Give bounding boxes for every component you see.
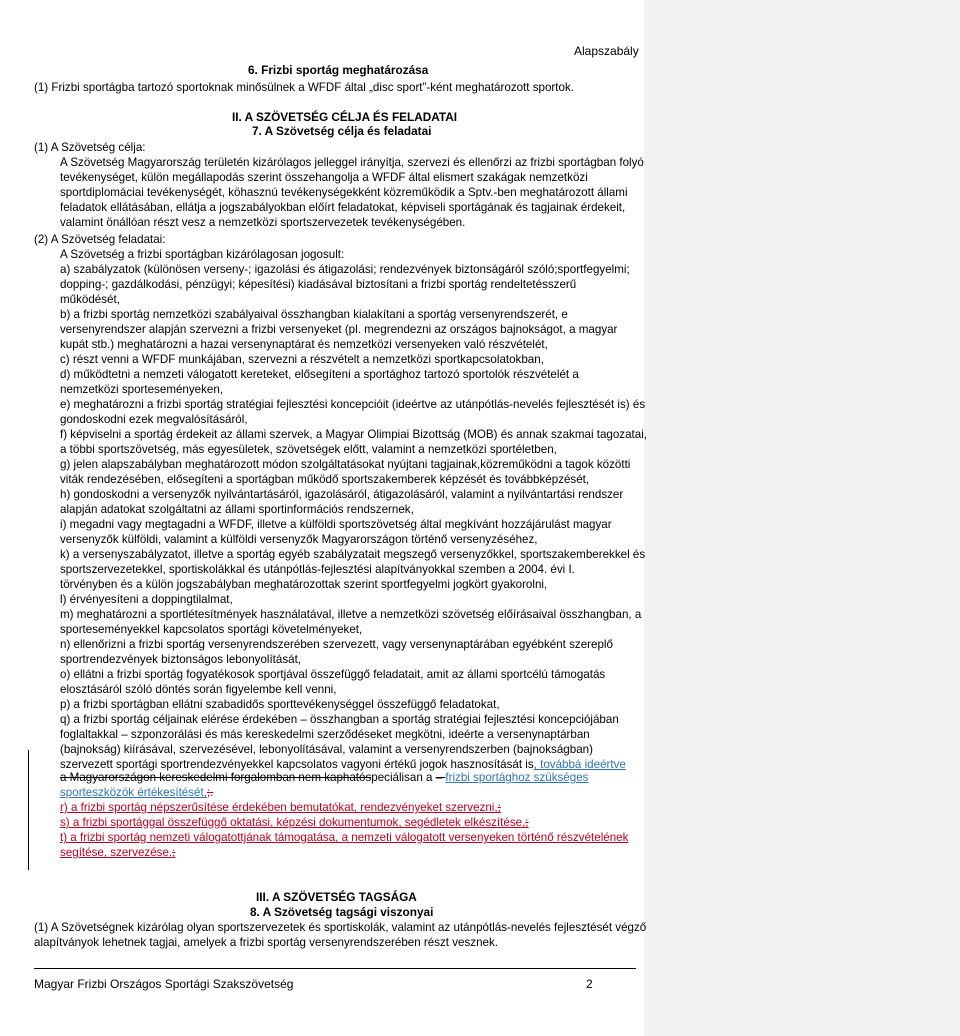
aim-label: (1) A Szövetség célja: bbox=[34, 141, 146, 154]
task-line: f) képviselni a sportág érdekeit az állami szervek, a Magyar Olimpiai Bizottság (MOB) és annak szakmai tagozatai, bbox=[60, 428, 648, 441]
section-8-title: 8. A Szövetség tagsági viszonyai bbox=[250, 905, 434, 919]
deleted-text: ;. bbox=[206, 786, 214, 799]
task-line: b) a frizbi sportág nemzetközi szabályaival összhangban kialakítani a sportág versenyrendszerét, e bbox=[60, 308, 568, 321]
task-line: versenyzők külföldi, valamint a külföldi versenyzők Magyarországon történő versenyzéséhez, bbox=[60, 533, 538, 546]
inserted-text: , továbbá ideértve bbox=[533, 758, 626, 771]
task-line: a) szabályzatok (különösen verseny-; igazolási és átigazolási; rendezvények biztonságáról szóló;sportfegyelmi; bbox=[60, 263, 630, 276]
task-line: h) gondoskodni a versenyzők nyilvántartásáról, igazolásáról, átigazolásáról, valamint a nyilvántartási rendszer bbox=[60, 488, 624, 501]
task-line: m) meghatározni a sportlétesítmények használatával, illetve a nemzetközi szövetség előírásaival összhangban, a bbox=[60, 608, 642, 621]
task-line: sportszervezetekkel, sportiskolákkal és utánpótlás-fejlesztési alapítványokkal szemben a 2004. évi I. bbox=[60, 563, 575, 576]
task-q-tracked-line bbox=[60, 770, 588, 785]
task-line: a többi sportszövetség, más egyesületek, szövetségek előtt, valamint a nemzetközi sportéletben, bbox=[60, 443, 557, 456]
task-line: d) működtetni a nemzeti válogatott kereteket, elősegíteni a sportághoz tartozó sportolók részvételét a bbox=[60, 368, 579, 381]
task-line: gondoskodni ezek megvalósításáról, bbox=[60, 413, 248, 426]
aim-line: feladatok ellátásában, ellátja a jogszabályokban előírt feladatokat, képviseli sportágának és tagjainak érdekeit, bbox=[60, 201, 626, 214]
deleted-text: – bbox=[435, 771, 446, 784]
task-line: c) részt venni a WFDF munkájában, szervezni a részvételt a nemzetközi sportkapcsolatokban, bbox=[60, 353, 544, 366]
footer-page-number: 2 bbox=[586, 977, 593, 991]
chapter-2-title: II. A SZÖVETSÉG CÉLJA ÉS FELADATAI bbox=[232, 110, 458, 124]
task-line: foglaltakkal – szponzorálási és más kereskedelmi szerződéseket megkötni, ideérte a versenynaptárban bbox=[60, 728, 590, 741]
comment-margin-panel bbox=[644, 0, 960, 1036]
task-line: l) érvényesíteni a doppingtilalmat, bbox=[60, 593, 233, 606]
task-t-inserted-end bbox=[60, 845, 175, 860]
task-line: n) ellenőrizni a frizbi sportág versenyrendszerében szervezett, vagy versenynaptárában egyébként szereplő bbox=[60, 638, 613, 651]
aim-line: tevékenységet, külön megállapodás szerint összehangolja a WFDF által elismert szakágak nemzetközi bbox=[60, 171, 588, 184]
task-line: működését, bbox=[60, 293, 120, 306]
section-6-title: 6. Frizbi sportág meghatározása bbox=[248, 63, 429, 77]
deleted-text: a Magyarországon kereskedelmi forgalomban nem kaphatós bbox=[60, 771, 372, 784]
task-line: alapján adatokat szolgáltatni az állami sportinformációs rendszernek, bbox=[60, 503, 414, 516]
task-line: e) meghatározni a frizbi sportág stratégiai fejlesztési koncepcióit (ideértve az utánpótlás-nevelés fejlesztését is) és bbox=[60, 398, 646, 411]
task-r-text: r) a frizbi sportág népszerűsítése érdekében bemutatókat, rendezvényeket szervezni, bbox=[60, 801, 498, 814]
inserted-text: frizbi sportághoz szükséges bbox=[445, 771, 589, 784]
task-q-tracked-line-end bbox=[60, 785, 213, 800]
task-line: nemzetközi sporteseményeken, bbox=[60, 383, 224, 396]
task-line: sportrendezvények biztonságos lebonyolítását, bbox=[60, 653, 302, 666]
task-line: sporteseményekkel kapcsolatos sportági követelményeket, bbox=[60, 623, 363, 636]
aim-line: A Szövetség Magyarország területén kizárólagos jelleggel irányítja, szervezi és ellenőrzi az frizbi sportágban folyó bbox=[60, 156, 644, 169]
task-line: p) a frizbi sportágban ellátni szabadidős sporttevékenységgel összefüggő feladatokat, bbox=[60, 698, 500, 711]
deleted-text: ; bbox=[525, 816, 529, 829]
task-line: dopping-; gazdálkodási, pénzügyi; képesítési) kiadásával biztosítani a frizbi sportág rendeltetésszerű bbox=[60, 278, 577, 291]
task-line: k) a versenyszabályzatot, illetve a sportág egyéb szabályzatait megszegő versenyzőkkel, sportszakemberekkel és bbox=[60, 548, 646, 561]
task-line: (bajnokság) kiírásával, szervezésével, lebonyolításával, valamint a versenyrendszerben (bajnokságban) bbox=[60, 743, 593, 756]
task-line: kupát stb.) meghatározni a hazai versenynaptárat és nemzetközi versenyeken való részvételét, bbox=[60, 338, 548, 351]
members-line-2: alapítványok lehetnek tagjai, amelyek a frizbi sportág versenyrendszerében részt vesznek. bbox=[34, 936, 498, 949]
task-line: versenyrendszer alapján szervezni a frizbi versenyeket (pl. megrendezni az országos bajnokságot, a magyar bbox=[60, 323, 618, 336]
task-r-inserted bbox=[60, 800, 501, 815]
task-line: elosztásáról szóló döntés során figyelembe kell venni, bbox=[60, 683, 337, 696]
change-bar bbox=[28, 750, 29, 870]
chapter-3-title: III. A SZÖVETSÉG TAGSÁGA bbox=[256, 890, 417, 904]
inserted-text: sporteszközök értékesítését, bbox=[60, 786, 207, 799]
task-s-inserted bbox=[60, 815, 529, 830]
task-s-text: s) a frizbi sportággal összefüggő oktatási, képzési dokumentumok, segédletek elkészítése, bbox=[60, 816, 526, 829]
task-line: i) megadni vagy megtagadni a WFDF, illetve a külföldi sportszövetség által megkívánt hozzájárulást magyar bbox=[60, 518, 612, 531]
header-document-title: Alapszabály bbox=[574, 44, 639, 58]
task-line: viták rendezésében, elősegíteni a sportágban működő sportszakemberek képzését és továbbképzését, bbox=[60, 473, 590, 486]
task-line: szervezett sportági sportrendezvényekkel kapcsolatos vagyoni értékű jogok hasznosítását is, továbbá ideértve bbox=[60, 758, 626, 771]
aim-line: valamint önállóan részt vesz a nemzetközi sportszervezetek tevékenységében. bbox=[60, 216, 466, 229]
section-7-title: 7. A Szövetség célja és feladatai bbox=[252, 124, 432, 138]
task-t-text: segítése, szervezése. bbox=[60, 846, 173, 859]
members-line-1: (1) A Szövetségnek kizárólag olyan sportszervezetek és sportiskolák, valamint az utánpótlás-nevelés fejlesztését végző bbox=[34, 921, 647, 934]
task-line: g) jelen alapszabályban meghatározott módon szolgáltatásokat nyújtani tagjainak,közreműködni a tagok közötti bbox=[60, 458, 631, 471]
tasks-intro: A Szövetség a frizbi sportágban kizárólagosan jogosult: bbox=[60, 248, 345, 261]
task-t-inserted: t) a frizbi sportág nemzeti válogatottjának támogatása, a nemzeti válogatott versenyeken történő részvételének bbox=[60, 831, 629, 844]
tasks-label: (2) A Szövetség feladatai: bbox=[34, 233, 166, 246]
footer-organization: Magyar Frizbi Országos Sportági Szakszövetség bbox=[34, 977, 294, 991]
task-line: q) a frizbi sportág céljainak elérése érdekében – összhangban a sportág stratégiai fejlesztési koncepciójában bbox=[60, 713, 619, 726]
task-q-text: peciálisan a bbox=[371, 771, 436, 784]
task-line: törvényben és a külön jogszabályban meghatározottak szerint sportfegyelmi jogkört gyakorolni, bbox=[60, 578, 548, 591]
task-line: o) ellátni a frizbi sportág fogyatékosok sportjával összefüggő feladatait, amit az állami sportcélú támogatás bbox=[60, 668, 606, 681]
deleted-text: ; bbox=[497, 801, 501, 814]
deleted-text: ; bbox=[172, 846, 176, 859]
footer-rule bbox=[34, 968, 636, 969]
section-6-paragraph: (1) Frizbi sportágba tartozó sportoknak minősülnek a WFDF által „disc sport”-ként meghatározott sportok. bbox=[34, 81, 574, 94]
aim-line: sportdiplomáciai tevékenységét, köhasznú tevékenységekként közreműködik a Sptv.-ben meghatározott állami bbox=[60, 186, 628, 199]
